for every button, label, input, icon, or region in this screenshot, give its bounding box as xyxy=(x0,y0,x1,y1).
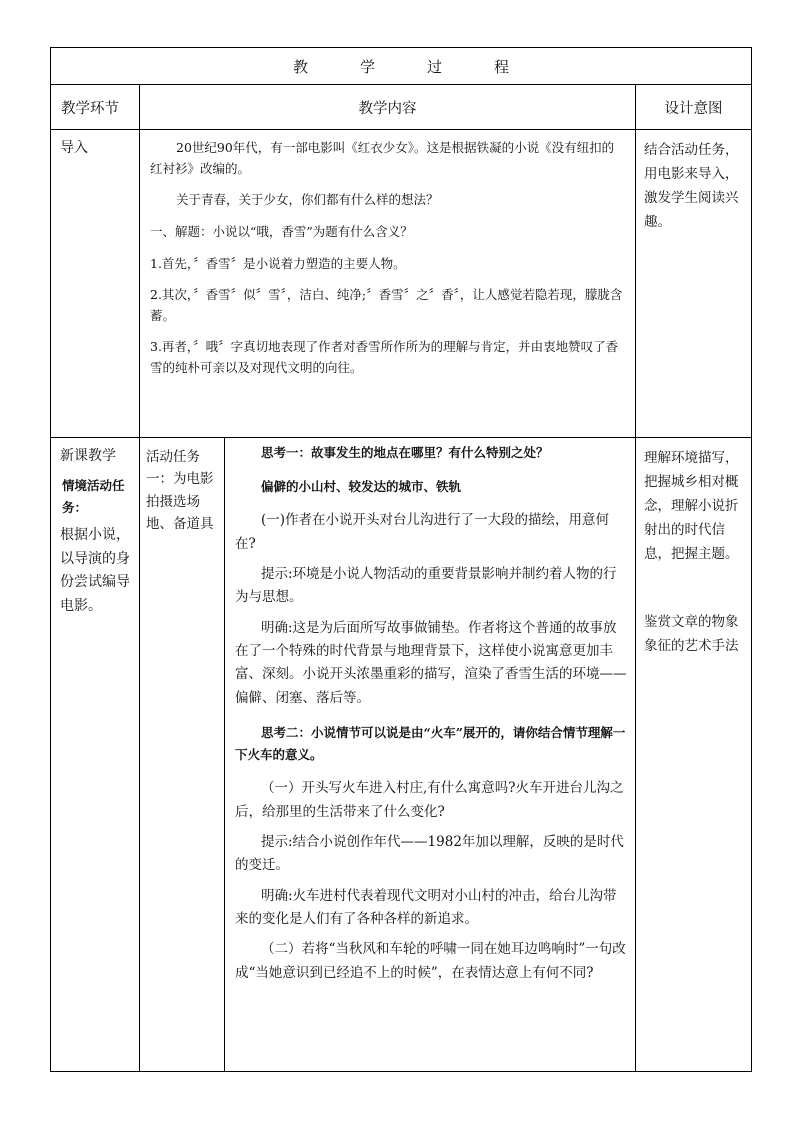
intro-paragraph: 3.再者，〞哦〞字真切地表现了作者对香雪所作所为的理解与肯定，并由衷地赞叹了香雪的纯朴可亲以及对现代文明的向往。 xyxy=(150,339,619,375)
intro-paragraph: 1.首先，〞香雪〞是小说着力塑造的主要人物。 xyxy=(150,255,406,271)
new-lesson-stage xyxy=(51,438,140,1072)
lesson-paragraph: 提示:结合小说创作年代——1982年加以理解，反映的是时代的变迁。 xyxy=(235,833,624,874)
title-char: 学 xyxy=(359,57,375,76)
intro-paragraph: 关于青春，关于少女，你们都有什么样的想法？ xyxy=(176,192,439,208)
question-heading: 思考一：故事发生的地点在哪里？有什么特别之处？ xyxy=(261,445,549,460)
title-char: 程 xyxy=(494,57,510,76)
new-lesson-content xyxy=(225,438,636,1072)
activity-task: 活动任务一：为电影拍摄选场地、备道具 xyxy=(140,438,225,1072)
lesson-process-table xyxy=(50,47,752,1072)
intro-stage: 导入 xyxy=(51,130,140,438)
lesson-paragraph: （二）若将“当秋风和车轮的呼啸一同在她耳边鸣响时”一句改成“当她意识到已经追不上的时候”，在表情达意上有何不同? xyxy=(235,941,626,981)
lesson-paragraph: 提示:环境是小说人物活动的重要背景影响并制约着人物的行为与思想。 xyxy=(235,565,617,606)
question-heading: 思考二：小说情节可以说是由“火车”展开的，请你结合情节理解一下火车的意义。 xyxy=(235,725,626,762)
header-intent: 设计意图 xyxy=(636,85,752,130)
table-title xyxy=(51,48,752,85)
intent-text: 鉴赏文章的物象象征的艺术手法 xyxy=(644,614,739,655)
situation-text: 根据小说，以导演的身份尝试编导电影。 xyxy=(60,526,130,615)
title-char: 教 xyxy=(292,57,308,76)
answer-line: 偏僻的小山村、较发达的城市、铁轨 xyxy=(261,478,462,494)
lesson-paragraph: 明确:这是为后面所写故事做铺垫。作者将这个普通的故事放在了一个特殊的时代背景与地理背景下，这样使小说寓意更加丰富、深刻。小说开头浓墨重彩的描写，渲染了香雪生活的环境——偏僻、闭塞、落后等。 xyxy=(235,619,627,706)
intro-content xyxy=(140,130,636,438)
lesson-paragraph: （一）开头写火车进入村庄,有什么寓意吗?火车开进台儿沟之后，给那里的生活带来了什么变化? xyxy=(235,780,624,820)
lesson-paragraph: 明确:火车进村代表着现代文明对小山村的冲击，给台儿沟带来的变化是人们有了各种各样的新追求。 xyxy=(235,887,617,927)
intro-intent: 结合活动任务，用电影来导入，激发学生阅读兴趣。 xyxy=(636,130,752,438)
lesson-paragraph: (一)作者在小说开头对台儿沟进行了一大段的描绘，用意何在? xyxy=(235,512,610,552)
intro-paragraph: 2.其次，〞香雪〞似〞雪〞，洁白、纯净;〞香雪〞之〞香〞，让人感觉若隐若现，朦胧含蓄。 xyxy=(150,287,623,323)
new-lesson-intent xyxy=(636,438,752,1072)
header-content: 教学内容 xyxy=(140,85,636,130)
intent-text: 理解环境描写，把握城乡相对概念，理解小说折射出的时代信息，把握主题。 xyxy=(644,450,739,563)
new-lesson-title: 新课教学 xyxy=(60,448,116,464)
intro-paragraph: 一、解题：小说以“哦，香雪”为题有什么含义？ xyxy=(150,223,413,239)
situation-label: 情境活动任务： xyxy=(62,477,125,516)
title-char: 过 xyxy=(427,57,443,76)
header-stage: 教学环节 xyxy=(51,85,140,130)
intro-paragraph: 20世纪90年代，有一部电影叫《红衣少女》。这是根据铁凝的小说《没有纽扣的红衬衫》改编的。 xyxy=(150,140,615,176)
